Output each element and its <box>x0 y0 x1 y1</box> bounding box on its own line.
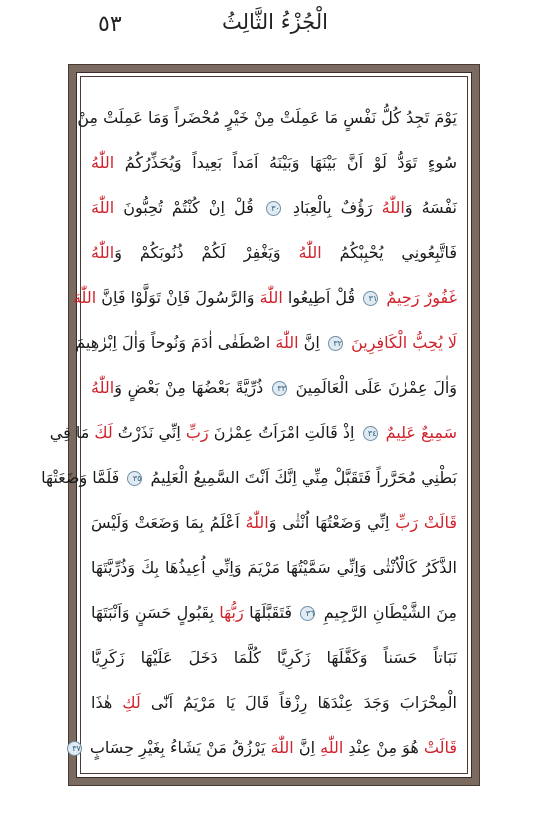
verse-text: ذُرِّيَّةً بَعْضُهَا مِنْ بَعْضٍ وَ <box>114 378 269 397</box>
verse-text: اِنَّ <box>293 738 321 757</box>
verse-text: هُوَ مِنْ عِنْدِ <box>343 738 424 757</box>
verse-text: وَاٰلَ عِمْرٰنَ عَلَى الْعَالَمِينَ <box>289 378 458 397</box>
verse-text: رَؤُفٌ بِالْعِبَادِ <box>283 198 382 217</box>
verse-text: اصْطَفٰى اٰدَمَ وَنُوحاً وَاٰلَ اِبْرٰهِيمَ <box>75 333 276 352</box>
highlighted-word: اللّٰهَ <box>91 198 115 217</box>
verse-text: سُوءٍ تَوَدُّ لَوْ اَنَّ بَيْنَهَا وَبَيْنَهُ اَمَداً بَعِيداً وَيُحَذِّرُكُمُ <box>114 153 457 172</box>
ayah-number-marker: ٣١ <box>363 291 378 306</box>
highlighted-word: غَفُورٌ رَحِيمٌ <box>386 288 457 307</box>
verse-text: اِنِّي نَذَرْتُ <box>112 423 186 442</box>
verse-text: اَعْلَمُ بِمَا وَضَعَتْ وَلَيْسَ <box>91 513 246 532</box>
verse-text: الذَّكَرُ كَالْاُنْثٰى وَاِنِّي سَمَّيْتُهَا مَرْيَمَ وَاِنِّي اُعِيذُهَا بِكَ وَذُرِّيَّتَهَا <box>91 558 457 577</box>
verse-text: يَوْمَ تَجِدُ كُلُّ نَفْسٍ مَا عَمِلَتْ مِنْ خَيْرٍ مُحْضَراً وَمَا عَمِلَتْ مِنْ <box>77 108 457 127</box>
text-line <box>91 365 457 410</box>
verse-text: قُلْ اِنْ كُنْتُمْ تُحِبُّونَ <box>114 198 263 217</box>
verse-text: مِنَ الشَّيْطَانِ الرَّجِيمِ <box>318 603 457 622</box>
page-number: ٥٣ <box>98 12 122 37</box>
highlighted-word: اللّٰهُ <box>91 153 115 172</box>
highlighted-word: اللّٰهَ <box>270 738 294 757</box>
highlighted-word: اللّٰهُ <box>298 243 322 262</box>
quran-text-block <box>41 95 458 759</box>
text-line <box>77 95 457 140</box>
verse-text: مَا فِي <box>49 423 95 442</box>
ayah-number-marker: ٣٤ <box>363 426 378 441</box>
highlighted-word: رَبُّهَا <box>219 603 244 622</box>
verse-text: فَلَمَّا وَضَعَتْهَا <box>41 468 125 487</box>
text-line <box>91 590 457 635</box>
highlighted-word: اللّٰهَ <box>259 288 283 307</box>
text-line <box>91 185 457 230</box>
text-line <box>72 725 457 770</box>
highlighted-word: لَكِ <box>122 693 141 712</box>
verse-text: اِنِّي وَضَعْتُهَا اُنْثٰى وَ <box>268 513 396 532</box>
verse-text: الْمِحْرَابَ وَجَدَ عِنْدَهَا رِزْقاً قَالَ يَا مَرْيَمُ اَنّٰى <box>140 693 457 712</box>
highlighted-word: اللّٰهُ <box>91 243 115 262</box>
text-panel <box>41 76 468 774</box>
ayah-number-marker: ٣٠ <box>266 201 281 216</box>
text-line <box>72 275 457 320</box>
verse-text: اِذْ قَالَتِ امْرَاَتُ عِمْرٰنَ <box>208 423 360 442</box>
juz-title: الْجُزْءُ الثَّالِثُ <box>222 10 328 34</box>
highlighted-word: اللّٰهَ <box>72 288 97 307</box>
verse-text: فَتَقَبَّلَهَا <box>243 603 298 622</box>
highlighted-word: اللّٰهُ <box>245 513 269 532</box>
verse-text: فَاتَّبِعُونِي يُحْبِبْكُمُ <box>321 243 458 262</box>
page-border-inner <box>41 72 472 778</box>
text-line <box>75 320 457 365</box>
ayah-number-marker: ٣٧ <box>67 741 82 756</box>
page-border-frame <box>41 64 480 786</box>
text-line <box>91 500 457 545</box>
highlighted-word: اللّٰهُ <box>381 198 405 217</box>
verse-text: بِقَبُولٍ حَسَنٍ وَاَنْبَتَهَا <box>91 603 220 622</box>
verse-text: وَالرَّسُولَ فَاِنْ تَوَلَّوْا فَاِنَّ <box>96 288 260 307</box>
text-line <box>91 230 457 275</box>
text-line <box>91 140 457 185</box>
verse-text: نَفْسَهُ وَ <box>404 198 458 217</box>
verse-text: وَيَغْفِرْ لَكُمْ ذُنُوبَكُمْ وَ <box>114 243 299 262</box>
text-line <box>91 545 457 590</box>
highlighted-word: اللّٰهُ <box>91 378 115 397</box>
verse-text: نَبَاتاً حَسَناً وَكَفَّلَهَا زَكَرِيَّا كُلَّمَا دَخَلَ عَلَيْهَا زَكَرِيَّا <box>91 648 457 667</box>
verse-text: اِنَّ <box>298 333 325 352</box>
ayah-number-marker: ٣٦ <box>300 606 315 621</box>
verse-text: هٰذَا <box>91 693 123 712</box>
text-line <box>91 680 457 725</box>
highlighted-word: اللّٰهَ <box>275 333 299 352</box>
highlighted-word: لَكَ <box>94 423 113 442</box>
ayah-number-marker: ٣٣ <box>272 381 287 396</box>
highlighted-word: قَالَتْ <box>423 738 457 757</box>
verse-text: قُلْ اَطِيعُوا <box>282 288 361 307</box>
text-line <box>41 455 457 500</box>
ayah-number-marker: ٣٢ <box>328 336 343 351</box>
highlighted-word: قَالَتْ رَبِّ <box>395 513 457 532</box>
highlighted-word: لَا يُحِبُّ الْكَافِرِينَ <box>351 333 457 352</box>
ayah-number-marker: ٣٥ <box>127 471 142 486</box>
verse-text: يَرْزُقُ مَنْ يَشَاءُ بِغَيْرِ حِسَابٍ <box>84 738 271 757</box>
highlighted-word: رَبِّ <box>185 423 209 442</box>
highlighted-word: سَمِيعٌ عَلِيمٌ <box>385 423 457 442</box>
page-header <box>0 0 550 62</box>
text-line <box>91 635 457 680</box>
text-line <box>49 410 457 455</box>
verse-text: بَطْنِي مُحَرَّراً فَتَقَبَّلْ مِنِّي اِنَّكَ اَنْتَ السَّمِيعُ الْعَلِيمُ <box>145 468 457 487</box>
highlighted-word: اللّٰهِ <box>320 738 344 757</box>
